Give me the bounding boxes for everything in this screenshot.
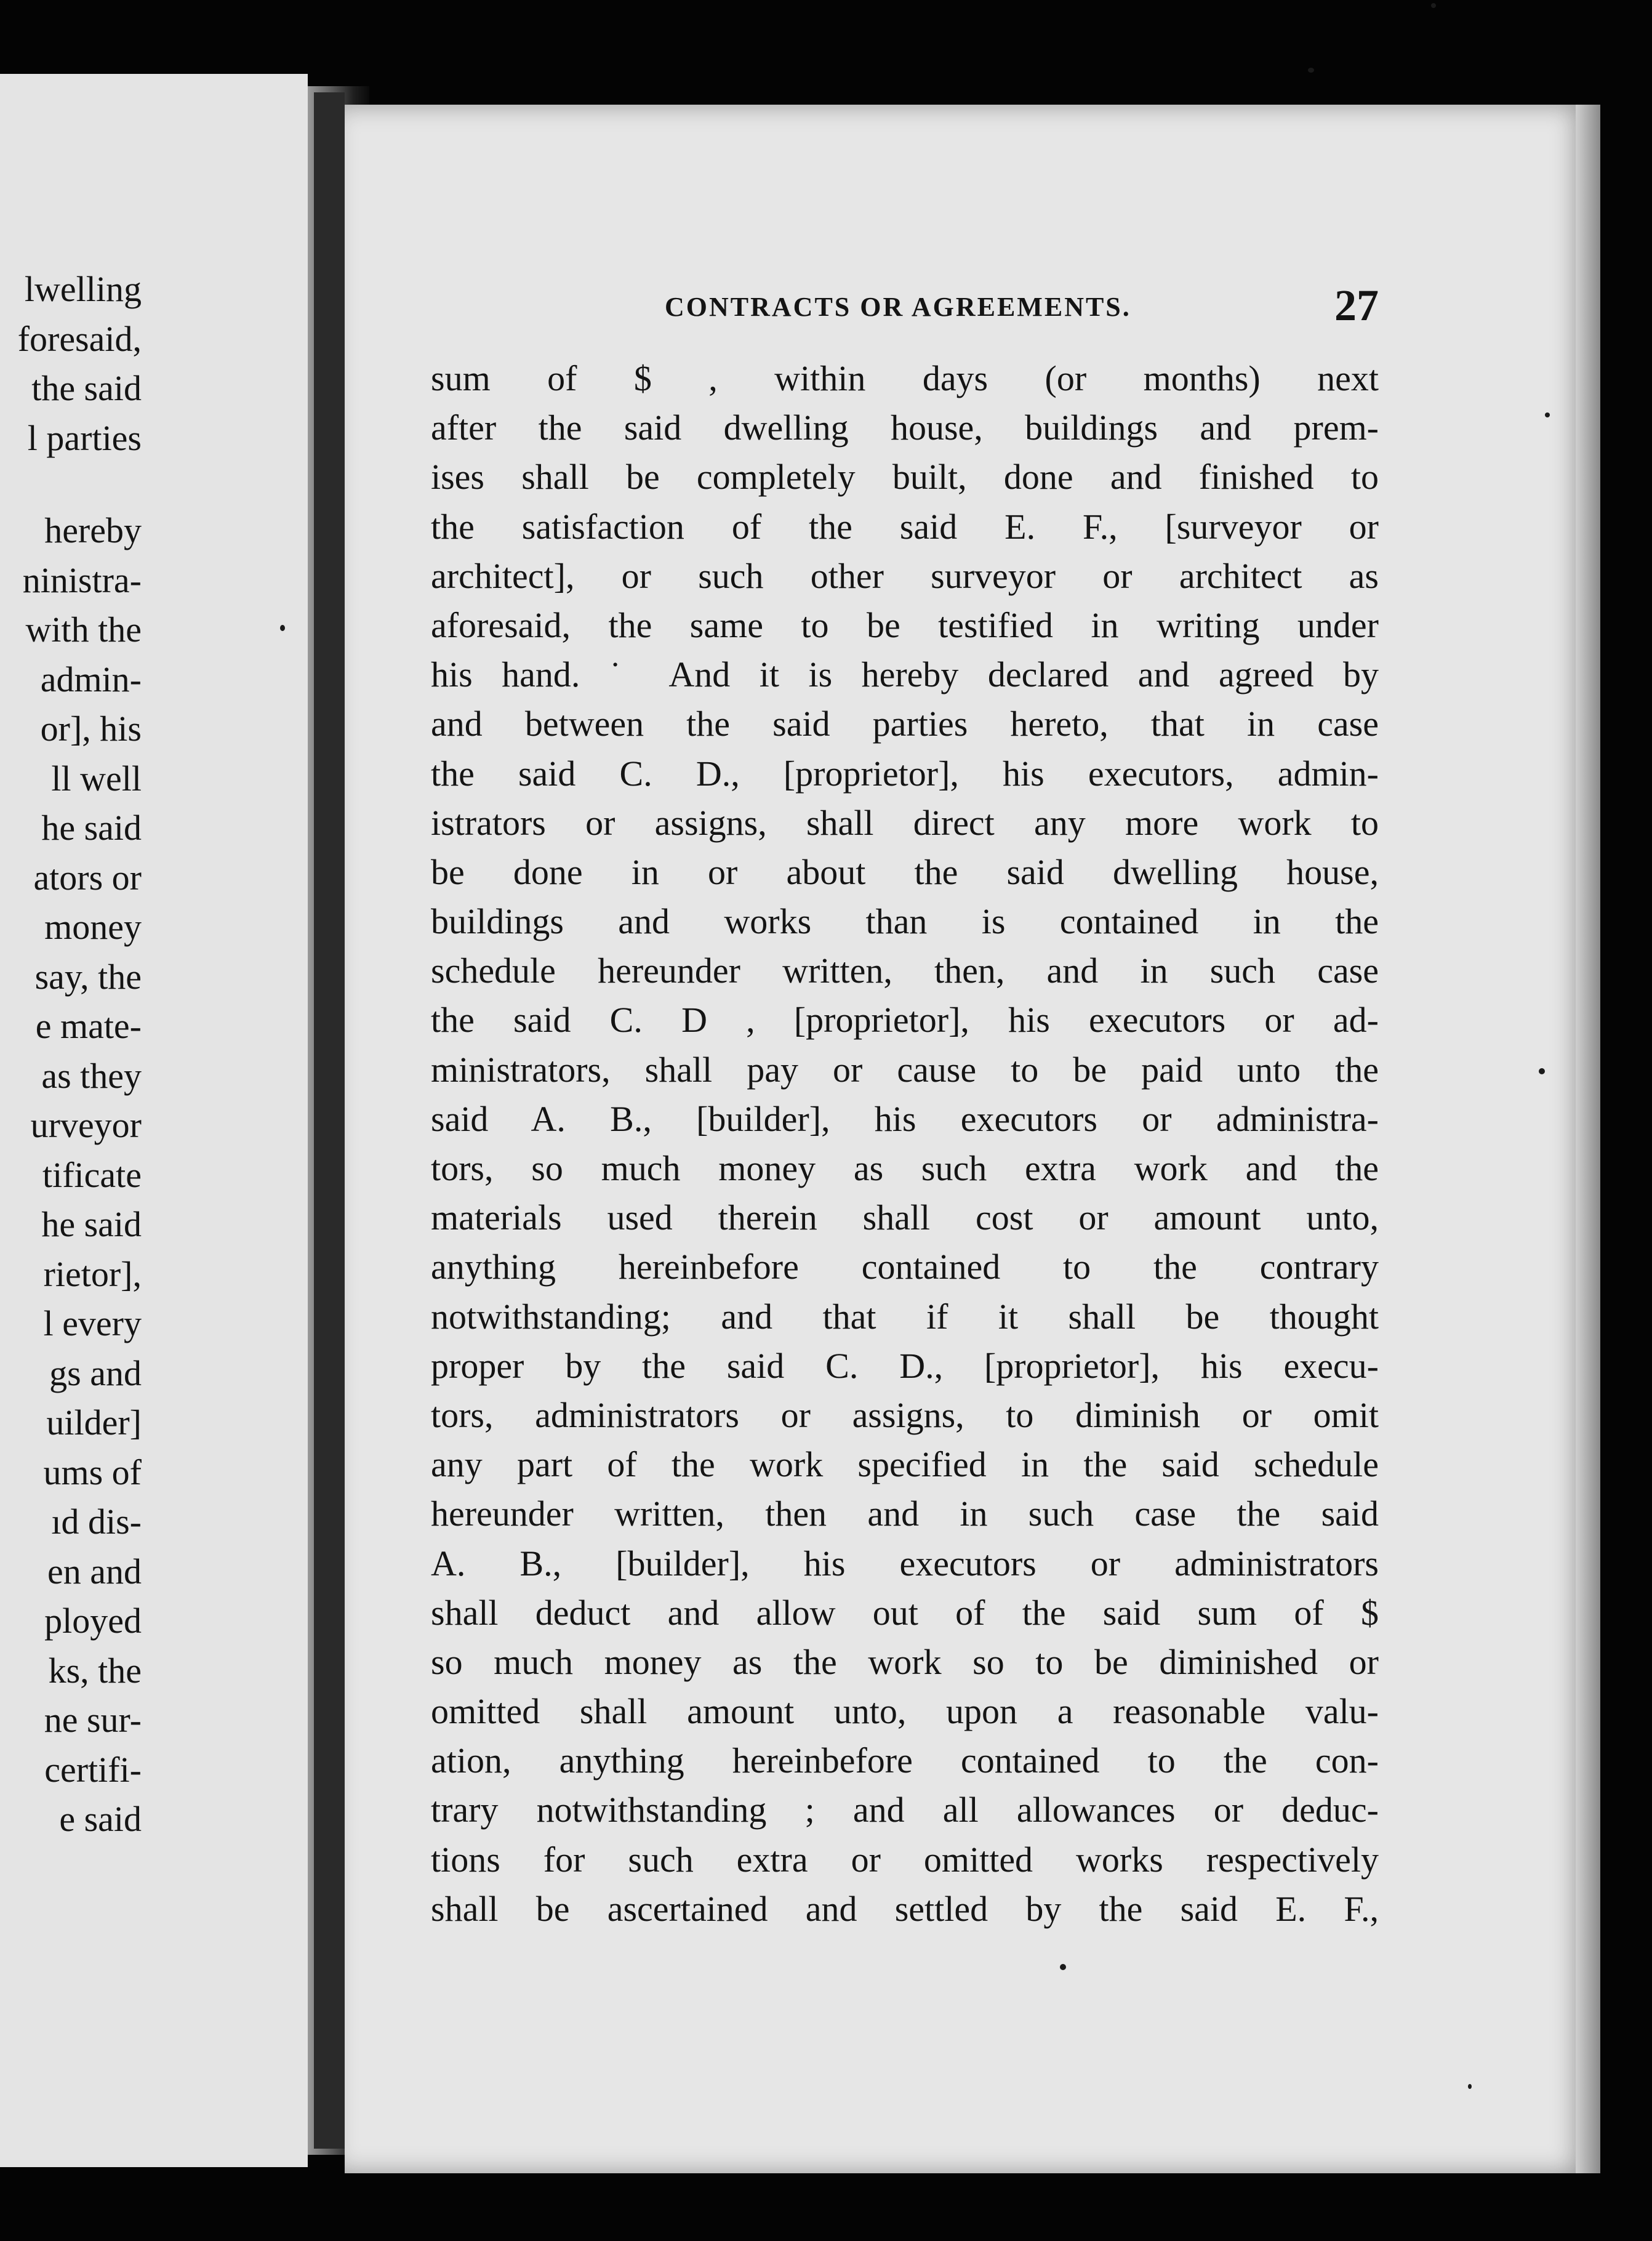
left-page-line: or], his (40, 709, 142, 749)
left-page-line: urveyor (30, 1105, 142, 1145)
running-head: CONTRACTS OR AGREEMENTS. (665, 292, 1131, 322)
left-page-line: money (44, 907, 142, 947)
body-text (431, 354, 1379, 1934)
left-page-line: e said (59, 1799, 142, 1839)
body-line: ministrators, shall pay or cause to be paid unto the (431, 1049, 1379, 1090)
body-line: so much money as the work so to be diminished or (431, 1641, 1379, 1682)
body-line: shall be ascertained and settled by the said E. F., (431, 1888, 1379, 1929)
body-line: ises shall be completely built, done and finished to (431, 457, 1379, 497)
scan-speck (1468, 2084, 1472, 2089)
body-line: notwithstanding; and that if it shall be thought (431, 1296, 1379, 1337)
body-line: hereunder written, then and in such case the said (431, 1494, 1379, 1534)
left-page-line: ums of (43, 1452, 142, 1492)
left-page-line: lwelling (24, 269, 142, 309)
body-line: any part of the work specified in the said schedule (431, 1444, 1379, 1485)
scan-speck (1060, 1964, 1066, 1970)
left-page-line: as they (41, 1055, 142, 1096)
body-line: buildings and works than is contained in the (431, 901, 1379, 942)
left-page-line: ıd dis- (51, 1502, 142, 1542)
left-page-line: ks, the (48, 1650, 142, 1691)
left-page-line: certifi- (44, 1749, 142, 1790)
left-page-line: rietor], (43, 1253, 142, 1294)
left-page-line: ll well (51, 758, 142, 799)
body-line: trary notwithstanding ; and all allowances or deduc- (431, 1790, 1379, 1830)
left-page-line: hereby (44, 510, 142, 550)
body-line: ation, anything hereinbefore contained to the con- (431, 1740, 1379, 1781)
body-line: schedule hereunder written, then, and in such case (431, 951, 1379, 991)
body-line: his hand. ˙ And it is hereby declared and agreed by (431, 654, 1379, 695)
left-page-line: ployed (44, 1601, 142, 1641)
left-page-line: the said (31, 368, 142, 408)
body-line: tors, administrators or assigns, to diminish or omit (431, 1394, 1379, 1435)
body-line: aforesaid, the same to be testified in writing under (431, 605, 1379, 645)
left-page-line: uilder] (46, 1402, 142, 1442)
body-line: and between the said parties hereto, that in case (431, 704, 1379, 744)
body-line: sum of $ , within days (or months) next (431, 358, 1379, 398)
body-line: proper by the said C. D., [proprietor], his execu- (431, 1345, 1379, 1386)
body-line: istrators or assigns, shall direct any more work to (431, 802, 1379, 843)
body-line: omitted shall amount unto, upon a reasonable valu- (431, 1691, 1379, 1732)
scan-speck (280, 625, 285, 631)
scan-speck (1431, 3, 1436, 8)
scan-speck (1539, 1068, 1545, 1074)
left-page-line: ators or (33, 857, 142, 898)
body-line: tions for such extra or omitted works respectively (431, 1839, 1379, 1880)
body-line: the satisfaction of the said E. F., [surveyor or (431, 506, 1379, 547)
left-page-line: ninistra- (22, 560, 142, 600)
scan-speck (1545, 412, 1550, 417)
left-page-line: en and (47, 1551, 142, 1591)
page-edge (1576, 105, 1600, 2173)
left-page-line: l every (43, 1303, 142, 1343)
body-line: tors, so much money as such extra work and the (431, 1148, 1379, 1188)
body-line: be done in or about the said dwelling house, (431, 851, 1379, 892)
left-page-line: ne sur- (44, 1700, 142, 1740)
left-page-line: foresaid, (17, 318, 142, 359)
left-page-line: with the (25, 610, 142, 650)
gutter-shadow (314, 92, 345, 2149)
body-line: architect], or such other surveyor or architect as (431, 555, 1379, 596)
body-line: the said C. D , [proprietor], his executors or ad- (431, 1000, 1379, 1040)
left-page-line: l parties (27, 417, 142, 458)
left-page-line: he said (41, 808, 142, 848)
page-header (665, 280, 1379, 342)
left-page-line: tificate (42, 1154, 142, 1195)
left-page-line: say, the (34, 956, 142, 997)
left-page-text (0, 265, 142, 1845)
body-line: materials used therein shall cost or amount unto, (431, 1197, 1379, 1238)
page-number: 27 (1334, 281, 1379, 330)
body-line: anything hereinbefore contained to the contrary (431, 1247, 1379, 1287)
left-page-line: e mate- (35, 1006, 142, 1046)
left-page-line: he said (41, 1204, 142, 1244)
body-line: shall deduct and allow out of the said sum of $ (431, 1592, 1379, 1633)
body-line: the said C. D., [proprietor], his executors, admin- (431, 753, 1379, 794)
left-page-line: admin- (40, 659, 142, 699)
body-line: after the said dwelling house, buildings and prem- (431, 408, 1379, 448)
scan-speck (1308, 68, 1314, 73)
body-line: A. B., [builder], his executors or administrators (431, 1543, 1379, 1583)
body-line: said A. B., [builder], his executors or administra- (431, 1098, 1379, 1139)
left-page-line: gs and (49, 1353, 142, 1393)
